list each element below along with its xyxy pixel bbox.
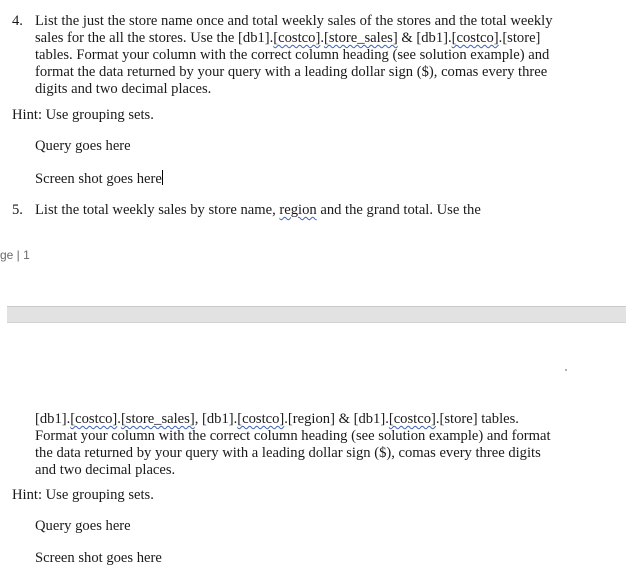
q4-line-4: format the data returned by your query with a leading dollar sign ($), comas every three [35, 64, 548, 80]
page-number-footer: ge | 1 [0, 248, 30, 262]
q4-line-2: sales for the all the stores. Use the [db1].[costco].[store_sales] & [db1].[costco].[store] [35, 30, 541, 46]
page-marker [565, 369, 567, 371]
spellcheck-costco: [costco] [273, 30, 321, 46]
q4-line-5: digits and two decimal places. [35, 81, 212, 97]
q4-line-3: tables. Format your column with the correct column heading (see solution example) and [35, 47, 550, 63]
question-5-text[interactable]: List the total weekly sales by store name, region and the grand total. Use the [35, 202, 481, 218]
spellcheck-store-sales: [store_sales] [120, 411, 195, 427]
question-4-text[interactable] [35, 13, 580, 98]
q5-cont-line-1: [db1].[costco].[store_sales], [db1].[costco].[region] & [db1].[costco].[store] tables. [35, 411, 519, 427]
spellcheck-costco: [costco] [388, 411, 436, 427]
spellcheck-region: region [279, 202, 317, 218]
screenshot-placeholder-1[interactable]: Screen shot goes here [35, 171, 162, 187]
q4-line-1: List the just the store name once and total weekly sales of the stores and the total weekly [35, 13, 553, 29]
spellcheck-costco: [costco] [237, 411, 285, 427]
q5-cont-line-4: and two decimal places. [35, 462, 176, 478]
hint-1: Hint: Use grouping sets. [12, 107, 154, 123]
screenshot-placeholder-2[interactable]: Screen shot goes here [35, 550, 162, 566]
question-5-number: 5. [12, 202, 23, 218]
q5-cont-line-3: the data returned by your query with a leading dollar sign ($), comas every three digits [35, 445, 541, 461]
text-cursor [162, 170, 163, 185]
query-placeholder-2[interactable]: Query goes here [35, 518, 131, 534]
q5-cont-line-2: Format your column with the correct column heading (see solution example) and format [35, 428, 551, 444]
page-break [7, 306, 626, 323]
question-5-continued-text[interactable] [35, 411, 580, 479]
question-4-number: 4. [12, 13, 23, 29]
spellcheck-costco: [costco] [70, 411, 118, 427]
query-placeholder-1[interactable]: Query goes here [35, 138, 131, 154]
spellcheck-store-sales: [store_sales] [323, 30, 398, 46]
hint-2: Hint: Use grouping sets. [12, 487, 154, 503]
spellcheck-costco: [costco] [451, 30, 499, 46]
